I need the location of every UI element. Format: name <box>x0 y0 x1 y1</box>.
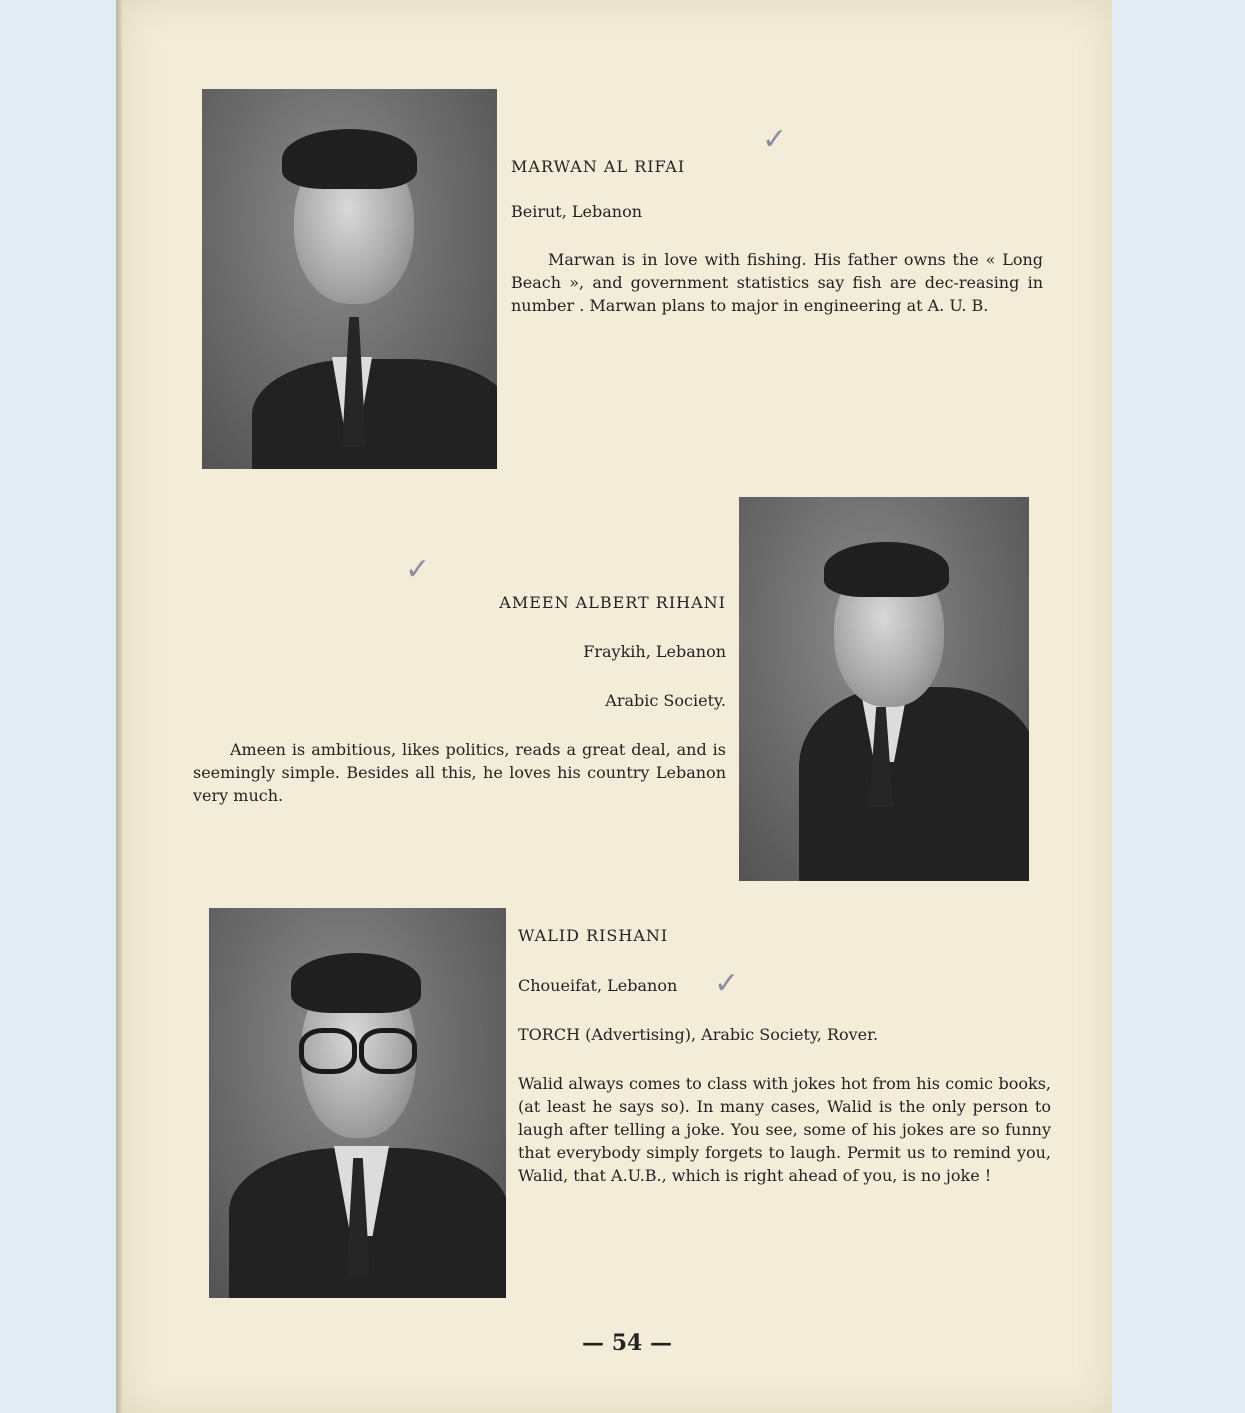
entry-name: WALID RISHANI <box>518 926 669 945</box>
entry-hometown: Choueifat, Lebanon <box>518 976 678 995</box>
portrait-marwan-al-rifai <box>202 89 497 469</box>
check-mark: ✓ <box>762 122 788 157</box>
entry-hometown: Beirut, Lebanon <box>511 202 643 221</box>
entry-hometown: Fraykih, Lebanon <box>583 642 726 661</box>
entry-bio: Ameen is ambitious, likes politics, reads a great deal, and is seemingly simple. Besides all this, he loves his country Lebanon very much. <box>193 740 726 805</box>
entry-activities: Arabic Society. <box>605 691 726 710</box>
portrait-ameen-albert-rihani <box>739 497 1029 881</box>
portrait-walid-rishani <box>209 908 506 1298</box>
entry-name: MARWAN AL RIFAI <box>511 157 686 176</box>
check-mark: ✓ <box>714 966 740 1001</box>
entry-activities: TORCH (Advertising), Arabic Society, Rover. <box>518 1025 879 1044</box>
entry-bio: Walid always comes to class with jokes hot from his comic books, (at least he says so). In many cases, Walid is the only person to laugh after telling a joke. You see, some of his jokes are so funny that everybody simply forgets to laugh. Permit us to remind you, Walid, that A.U.B., which is right ahead of you, is no joke ! <box>518 1074 1051 1185</box>
entry-bio: Marwan is in love with fishing. His father owns the « Long Beach », and government statistics say fish are dec-reasing in number . Marwan plans to major in engineering at A. U. B. <box>511 250 1043 315</box>
check-mark: ✓ <box>405 552 431 587</box>
page-number: — 54 — <box>582 1330 672 1356</box>
entry-name: AMEEN ALBERT RIHANI <box>499 593 726 612</box>
